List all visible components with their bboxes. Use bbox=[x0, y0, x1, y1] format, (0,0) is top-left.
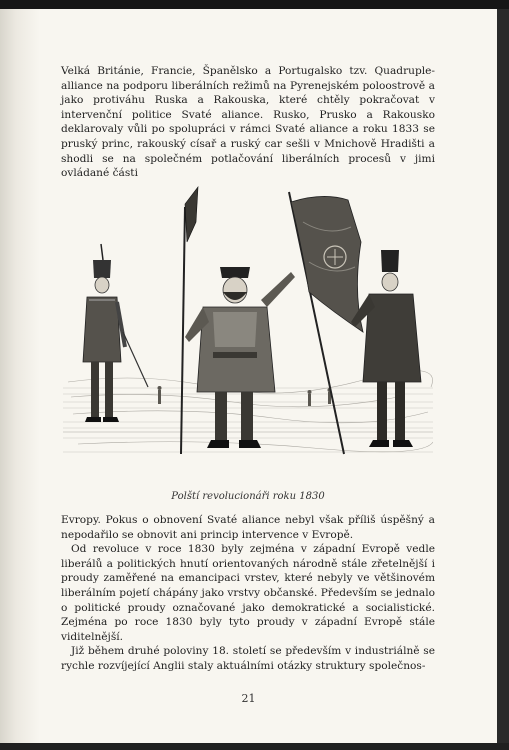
page-number: 21 bbox=[241, 692, 256, 705]
page-gutter-shadow bbox=[0, 9, 40, 743]
scan-border-top bbox=[0, 0, 509, 9]
scan-border-right bbox=[497, 9, 509, 743]
polish-revolutionaries-engraving bbox=[63, 182, 433, 474]
figure-caption: Polští revolucionáři roku 1830 bbox=[171, 491, 325, 502]
scan-border-bottom bbox=[0, 743, 509, 750]
top-paragraph bbox=[61, 64, 435, 181]
paragraph-3: Již během druhé poloviny 18. století se především v industriálně se rychle rozvíjející Anglii staly aktuálními otázky struktury společnos- bbox=[61, 645, 435, 672]
top-paragraph-text: Velká Británie, Francie, Španělsko a Portugalsko tzv. Quadruple-alliance na podporu liberálních režimů na Pyrenejském poloostrově a jako protiváhu Ruska a Rakouska, které chtěly pokračovat v intervenční politice Svaté aliance. Rusko, Prusko a Rakousko deklarovaly vůli po spolupráci v rámci Svaté aliance a roku 1833 se pruský princ, rakouský císař a ruský car sešli v Mnichově Hradišti a shodli se na společném potlačování liberálních procesů v jimi ovládané části bbox=[61, 65, 435, 180]
paragraph-1: Evropy. Pokus o obnovení Svaté aliance nebyl však příliš úspěšný a nepodařilo se obnovit ani princip intervence v Evropě. bbox=[61, 514, 435, 541]
book-page bbox=[0, 9, 497, 743]
bottom-paragraphs bbox=[61, 513, 435, 674]
engraving-illustration bbox=[63, 182, 433, 474]
paragraph-2: Od revoluce v roce 1830 byly zejména v západní Evropě vedle liberálů a politických hnutí orientovaných národně stále zřetelnější i proudy zaměřené na emancipaci vrstev, které nebyly ve většinovém liberálním pojetí chápány jako vrstvy občanské. Především se jednalo o politické proudy označované jako demokratické a socialistické. Zejména po roce 1830 byly tyto proudy v západní Evropě stále viditelnější. bbox=[61, 543, 435, 643]
